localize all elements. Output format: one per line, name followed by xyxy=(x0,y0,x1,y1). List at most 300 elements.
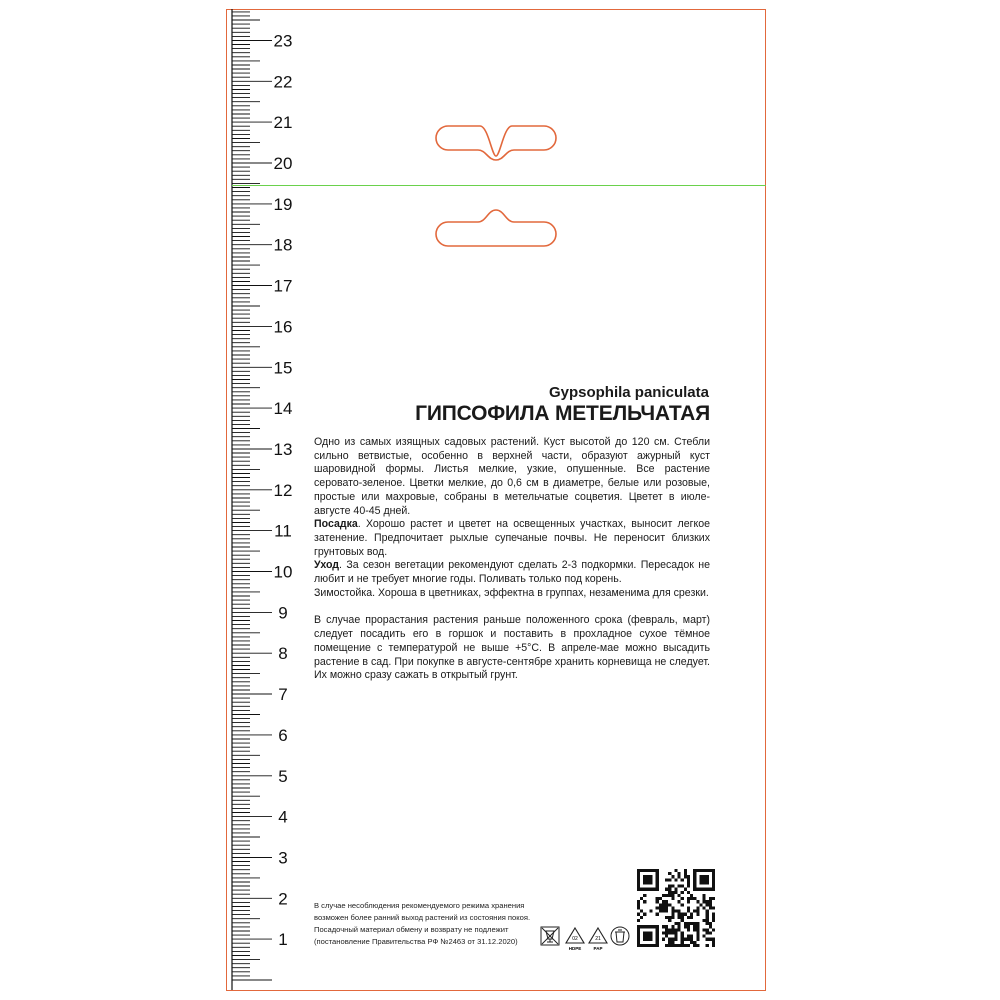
qr-module xyxy=(646,935,649,938)
qr-module xyxy=(690,922,693,925)
qr-module xyxy=(656,885,659,888)
qr-module xyxy=(693,944,696,947)
qr-module xyxy=(696,944,699,947)
hdpe-recycle-icon xyxy=(566,928,584,951)
qr-module xyxy=(640,916,643,919)
qr-module xyxy=(656,878,659,881)
qr-module xyxy=(684,938,687,941)
qr-module xyxy=(665,935,668,938)
qr-module xyxy=(671,891,674,894)
ruler-label: 21 xyxy=(273,113,293,133)
qr-module xyxy=(662,894,665,897)
qr-module xyxy=(712,878,715,881)
qr-module xyxy=(687,928,690,931)
qr-module xyxy=(709,938,712,941)
qr-module xyxy=(665,928,668,931)
qr-module xyxy=(696,869,699,872)
qr-module xyxy=(678,944,681,947)
footer-line: возможен более ранний выход растений из состояния покоя. xyxy=(314,913,531,922)
qr-module xyxy=(712,916,715,919)
qr-module xyxy=(712,928,715,931)
qr-module xyxy=(703,875,706,878)
qr-module xyxy=(687,881,690,884)
qr-module xyxy=(712,944,715,947)
qr-module xyxy=(706,910,709,913)
qr-module xyxy=(671,897,674,900)
qr-module xyxy=(703,935,706,938)
qr-module xyxy=(693,888,696,891)
qr-module xyxy=(684,944,687,947)
qr-module xyxy=(699,878,702,881)
qr-module xyxy=(709,888,712,891)
qr-module xyxy=(709,903,712,906)
qr-module xyxy=(703,900,706,903)
qr-module xyxy=(684,875,687,878)
qr-module xyxy=(712,941,715,944)
qr-module xyxy=(656,881,659,884)
qr-module xyxy=(665,906,668,909)
qr-module xyxy=(706,875,709,878)
qr-module xyxy=(656,935,659,938)
fold-line xyxy=(232,185,766,186)
qr-module xyxy=(668,944,671,947)
qr-module xyxy=(678,910,681,913)
qr-module xyxy=(637,928,640,931)
qr-module xyxy=(671,913,674,916)
qr-module xyxy=(637,925,640,928)
qr-module xyxy=(649,910,652,913)
qr-module xyxy=(637,944,640,947)
qr-module xyxy=(687,878,690,881)
qr-module xyxy=(696,931,699,934)
qr-module xyxy=(690,935,693,938)
qr-module xyxy=(665,916,668,919)
qr-module xyxy=(668,919,671,922)
qr-module xyxy=(678,875,681,878)
qr-module xyxy=(640,910,643,913)
qr-module xyxy=(681,919,684,922)
qr-module xyxy=(703,878,706,881)
qr-module xyxy=(690,897,693,900)
qr-module xyxy=(712,885,715,888)
qr-module xyxy=(681,935,684,938)
qr-module xyxy=(712,875,715,878)
qr-module xyxy=(646,888,649,891)
qr-module xyxy=(662,938,665,941)
qr-module xyxy=(646,944,649,947)
qr-module xyxy=(696,928,699,931)
planting-text: . Хорошо растет и цветет на освещенных участках, выносит легкое затенение. Предпочитает рыхлые супечаные почвы. Не переносит близких грунтовых вод. xyxy=(314,518,710,558)
qr-module xyxy=(668,885,671,888)
qr-module xyxy=(693,869,696,872)
qr-module xyxy=(649,938,652,941)
qr-module xyxy=(709,922,712,925)
qr-module xyxy=(703,919,706,922)
qr-module xyxy=(649,935,652,938)
qr-module xyxy=(706,928,709,931)
qr-module xyxy=(656,869,659,872)
qr-module xyxy=(646,869,649,872)
qr-module xyxy=(687,910,690,913)
ruler-label: 10 xyxy=(273,562,293,582)
qr-module xyxy=(646,931,649,934)
paragraph-spacer xyxy=(314,600,710,614)
qr-module xyxy=(687,906,690,909)
qr-module xyxy=(656,925,659,928)
qr-module xyxy=(712,888,715,891)
qr-module xyxy=(665,900,668,903)
ruler-label: 15 xyxy=(273,358,293,378)
qr-module xyxy=(674,910,677,913)
qr-module xyxy=(637,878,640,881)
qr-module xyxy=(668,916,671,919)
qr-module xyxy=(640,897,643,900)
qr-module xyxy=(643,944,646,947)
qr-module xyxy=(706,931,709,934)
qr-module xyxy=(637,888,640,891)
qr-module xyxy=(681,897,684,900)
qr-module xyxy=(693,941,696,944)
description-block xyxy=(314,384,710,683)
qr-module xyxy=(674,931,677,934)
qr-module xyxy=(668,938,671,941)
qr-module xyxy=(665,910,668,913)
qr-module xyxy=(671,894,674,897)
qr-module xyxy=(674,869,677,872)
qr-module xyxy=(656,897,659,900)
qr-module xyxy=(643,888,646,891)
qr-module xyxy=(696,935,699,938)
qr-module xyxy=(696,910,699,913)
qr-module xyxy=(656,900,659,903)
qr-module xyxy=(687,916,690,919)
qr-module xyxy=(678,922,681,925)
qr-module xyxy=(703,906,706,909)
hang-slot-bottom xyxy=(430,204,562,256)
qr-module xyxy=(706,944,709,947)
qr-module xyxy=(646,938,649,941)
qr-module xyxy=(671,931,674,934)
qr-module xyxy=(659,897,662,900)
qr-module xyxy=(681,916,684,919)
ruler-label: 1 xyxy=(278,930,288,950)
qr-module xyxy=(665,878,668,881)
qr-module xyxy=(637,885,640,888)
qr-module xyxy=(696,922,699,925)
ruler-label: 11 xyxy=(274,521,292,541)
ruler-label: 13 xyxy=(273,439,293,459)
intro-paragraph: Одно из самых изящных садовых растений. Куст высотой до 120 см. Стебли сильно ветвистые, особенно в верхней части, образуют ажурный куст шаровидной формы. Листья мелкие, узкие, опушенные. Все растение серовато-зеленое. Цветки мелкие, до 0,6 см в диаметре, белые или розовые, простые или махровые, собраны в метельчатые соцветия. Цветет в июле-августе 40-45 дней. xyxy=(314,436,710,517)
qr-module xyxy=(649,888,652,891)
ruler-label: 4 xyxy=(278,807,288,827)
qr-module xyxy=(668,903,671,906)
qr-module xyxy=(668,941,671,944)
qr-module xyxy=(674,935,677,938)
qr-module xyxy=(637,872,640,875)
qr-module xyxy=(659,906,662,909)
qr-module xyxy=(706,903,709,906)
qr-module xyxy=(662,906,665,909)
qr-module xyxy=(668,891,671,894)
qr-module xyxy=(696,913,699,916)
qr-module xyxy=(653,925,656,928)
ruler-label: 16 xyxy=(273,317,293,337)
care-label: Уход xyxy=(314,559,340,572)
qr-module xyxy=(696,925,699,928)
qr-module xyxy=(662,903,665,906)
qr-module xyxy=(706,869,709,872)
ruler-label: 22 xyxy=(273,72,293,92)
qr-module xyxy=(674,888,677,891)
qr-module xyxy=(687,922,690,925)
qr-module xyxy=(668,878,671,881)
qr-module xyxy=(637,875,640,878)
qr-module xyxy=(656,888,659,891)
qr-module xyxy=(709,897,712,900)
qr-module xyxy=(687,885,690,888)
qr-module xyxy=(693,928,696,931)
qr-module xyxy=(637,931,640,934)
qr-module xyxy=(649,931,652,934)
qr-module xyxy=(703,888,706,891)
care-text: . За сезон вегетации рекомендуют сделать 2-3 подкормки. Пересадок не любит и не требует многие годы. Поливать только под корень. xyxy=(314,559,710,586)
qr-module xyxy=(712,919,715,922)
footer-line: В случае несоблюдения рекомендуемого режима хранения xyxy=(314,901,525,910)
ruler-label: 17 xyxy=(273,276,293,296)
qr-module xyxy=(674,938,677,941)
qr-module xyxy=(690,916,693,919)
qr-module xyxy=(643,913,646,916)
qr-module xyxy=(643,878,646,881)
qr-module xyxy=(637,903,640,906)
qr-module xyxy=(690,913,693,916)
qr-module xyxy=(674,891,677,894)
qr-module xyxy=(643,931,646,934)
qr-module xyxy=(678,925,681,928)
qr-module xyxy=(712,906,715,909)
qr-module xyxy=(637,869,640,872)
qr-module xyxy=(668,888,671,891)
qr-module xyxy=(681,941,684,944)
qr-module xyxy=(678,885,681,888)
qr-module xyxy=(709,906,712,909)
qr-module xyxy=(674,922,677,925)
qr-module xyxy=(668,872,671,875)
qr-module xyxy=(662,931,665,934)
qr-module xyxy=(703,897,706,900)
qr-module xyxy=(709,900,712,903)
qr-module xyxy=(699,888,702,891)
hardiness-paragraph: Зимостойка. Хороша в цветниках, эффектна в группах, незаменима для срезки. xyxy=(314,586,709,599)
qr-module xyxy=(706,922,709,925)
qr-module xyxy=(659,903,662,906)
planting-paragraph xyxy=(314,518,710,559)
qr-module xyxy=(643,881,646,884)
qr-module xyxy=(656,906,659,909)
qr-module xyxy=(681,878,684,881)
qr-module xyxy=(646,875,649,878)
qr-module xyxy=(687,938,690,941)
qr-module xyxy=(637,935,640,938)
qr-module xyxy=(665,888,668,891)
qr-module xyxy=(637,919,640,922)
hdpe-number: 02 xyxy=(572,936,578,942)
qr-module xyxy=(696,900,699,903)
trash-bin-icon xyxy=(611,927,629,945)
qr-module xyxy=(643,935,646,938)
qr-module xyxy=(640,888,643,891)
qr-module xyxy=(699,869,702,872)
qr-module xyxy=(671,906,674,909)
qr-module xyxy=(649,881,652,884)
qr-module xyxy=(693,925,696,928)
ruler-label: 3 xyxy=(278,848,288,868)
qr-module xyxy=(687,935,690,938)
qr-module xyxy=(678,900,681,903)
ruler-label: 18 xyxy=(273,235,293,255)
qr-module xyxy=(706,916,709,919)
ruler-label: 8 xyxy=(278,644,288,664)
ruler-label: 14 xyxy=(273,399,293,419)
footer-notice xyxy=(314,900,544,948)
qr-module xyxy=(703,894,706,897)
qr-module xyxy=(671,925,674,928)
qr-module xyxy=(668,894,671,897)
qr-module xyxy=(646,881,649,884)
qr-module xyxy=(693,872,696,875)
qr-module xyxy=(649,869,652,872)
qr-module xyxy=(699,881,702,884)
qr-module xyxy=(684,925,687,928)
qr-module xyxy=(643,925,646,928)
qr-module xyxy=(709,931,712,934)
qr-module xyxy=(703,928,706,931)
qr-module xyxy=(646,878,649,881)
qr-module xyxy=(671,916,674,919)
qr-module xyxy=(649,878,652,881)
qr-module xyxy=(706,900,709,903)
qr-module xyxy=(699,875,702,878)
qr-module xyxy=(662,925,665,928)
qr-module xyxy=(696,906,699,909)
pap-number: 21 xyxy=(595,936,601,942)
qr-module xyxy=(681,913,684,916)
qr-module xyxy=(693,878,696,881)
qr-module xyxy=(693,881,696,884)
qr-module xyxy=(665,944,668,947)
qr-module xyxy=(668,931,671,934)
qr-module xyxy=(637,913,640,916)
qr-module xyxy=(684,869,687,872)
qr-module xyxy=(712,881,715,884)
qr-module xyxy=(699,903,702,906)
qr-module xyxy=(678,894,681,897)
qr-module xyxy=(681,891,684,894)
qr-module xyxy=(640,925,643,928)
qr-code xyxy=(637,869,715,947)
qr-module xyxy=(681,903,684,906)
qr-module xyxy=(640,944,643,947)
qr-module xyxy=(671,938,674,941)
qr-module xyxy=(687,944,690,947)
qr-module xyxy=(656,928,659,931)
qr-module xyxy=(656,941,659,944)
qr-module xyxy=(678,872,681,875)
qr-module xyxy=(674,928,677,931)
qr-module xyxy=(706,913,709,916)
qr-module xyxy=(637,881,640,884)
qr-module xyxy=(706,888,709,891)
qr-module xyxy=(662,910,665,913)
ruler-label: 2 xyxy=(278,889,288,909)
qr-module xyxy=(693,922,696,925)
qr-module xyxy=(684,913,687,916)
qr-module xyxy=(703,869,706,872)
qr-module xyxy=(671,941,674,944)
qr-module xyxy=(681,885,684,888)
qr-module xyxy=(674,878,677,881)
ruler-label: 19 xyxy=(273,194,293,214)
qr-module xyxy=(671,875,674,878)
qr-module xyxy=(665,894,668,897)
footer-line: (постановление Правительства РФ №2463 от 31.12.2020) xyxy=(314,937,518,946)
qr-module xyxy=(649,944,652,947)
qr-module xyxy=(643,869,646,872)
qr-module xyxy=(653,944,656,947)
qr-module xyxy=(656,938,659,941)
qr-module xyxy=(668,928,671,931)
ruler-label: 9 xyxy=(278,603,288,623)
qr-module xyxy=(693,885,696,888)
qr-module xyxy=(690,894,693,897)
qr-module xyxy=(637,941,640,944)
qr-module xyxy=(646,925,649,928)
ruler-label: 12 xyxy=(273,480,293,500)
qr-module xyxy=(637,906,640,909)
qr-module xyxy=(690,941,693,944)
qr-module xyxy=(703,881,706,884)
qr-module xyxy=(678,913,681,916)
qr-module xyxy=(637,900,640,903)
hang-slot-top xyxy=(430,118,562,170)
qr-module xyxy=(709,925,712,928)
qr-module xyxy=(712,897,715,900)
russian-name: ГИПСОФИЛА МЕТЕЛЬЧАТАЯ xyxy=(415,402,710,425)
qr-module xyxy=(656,931,659,934)
qr-module xyxy=(671,885,674,888)
qr-module xyxy=(706,881,709,884)
pap-label: PAP xyxy=(593,946,603,951)
qr-module xyxy=(643,875,646,878)
qr-module xyxy=(678,916,681,919)
ruler-label: 20 xyxy=(273,154,293,173)
qr-module xyxy=(671,910,674,913)
qr-module xyxy=(656,875,659,878)
qr-module xyxy=(653,888,656,891)
qr-module xyxy=(649,875,652,878)
qr-module xyxy=(706,938,709,941)
qr-module xyxy=(681,938,684,941)
qr-module xyxy=(706,878,709,881)
qr-module xyxy=(678,928,681,931)
qr-module xyxy=(662,900,665,903)
qr-module xyxy=(643,938,646,941)
qr-module xyxy=(681,931,684,934)
hdpe-label: HDPE xyxy=(568,946,582,951)
qr-module xyxy=(712,869,715,872)
qr-module xyxy=(709,869,712,872)
qr-module xyxy=(693,875,696,878)
